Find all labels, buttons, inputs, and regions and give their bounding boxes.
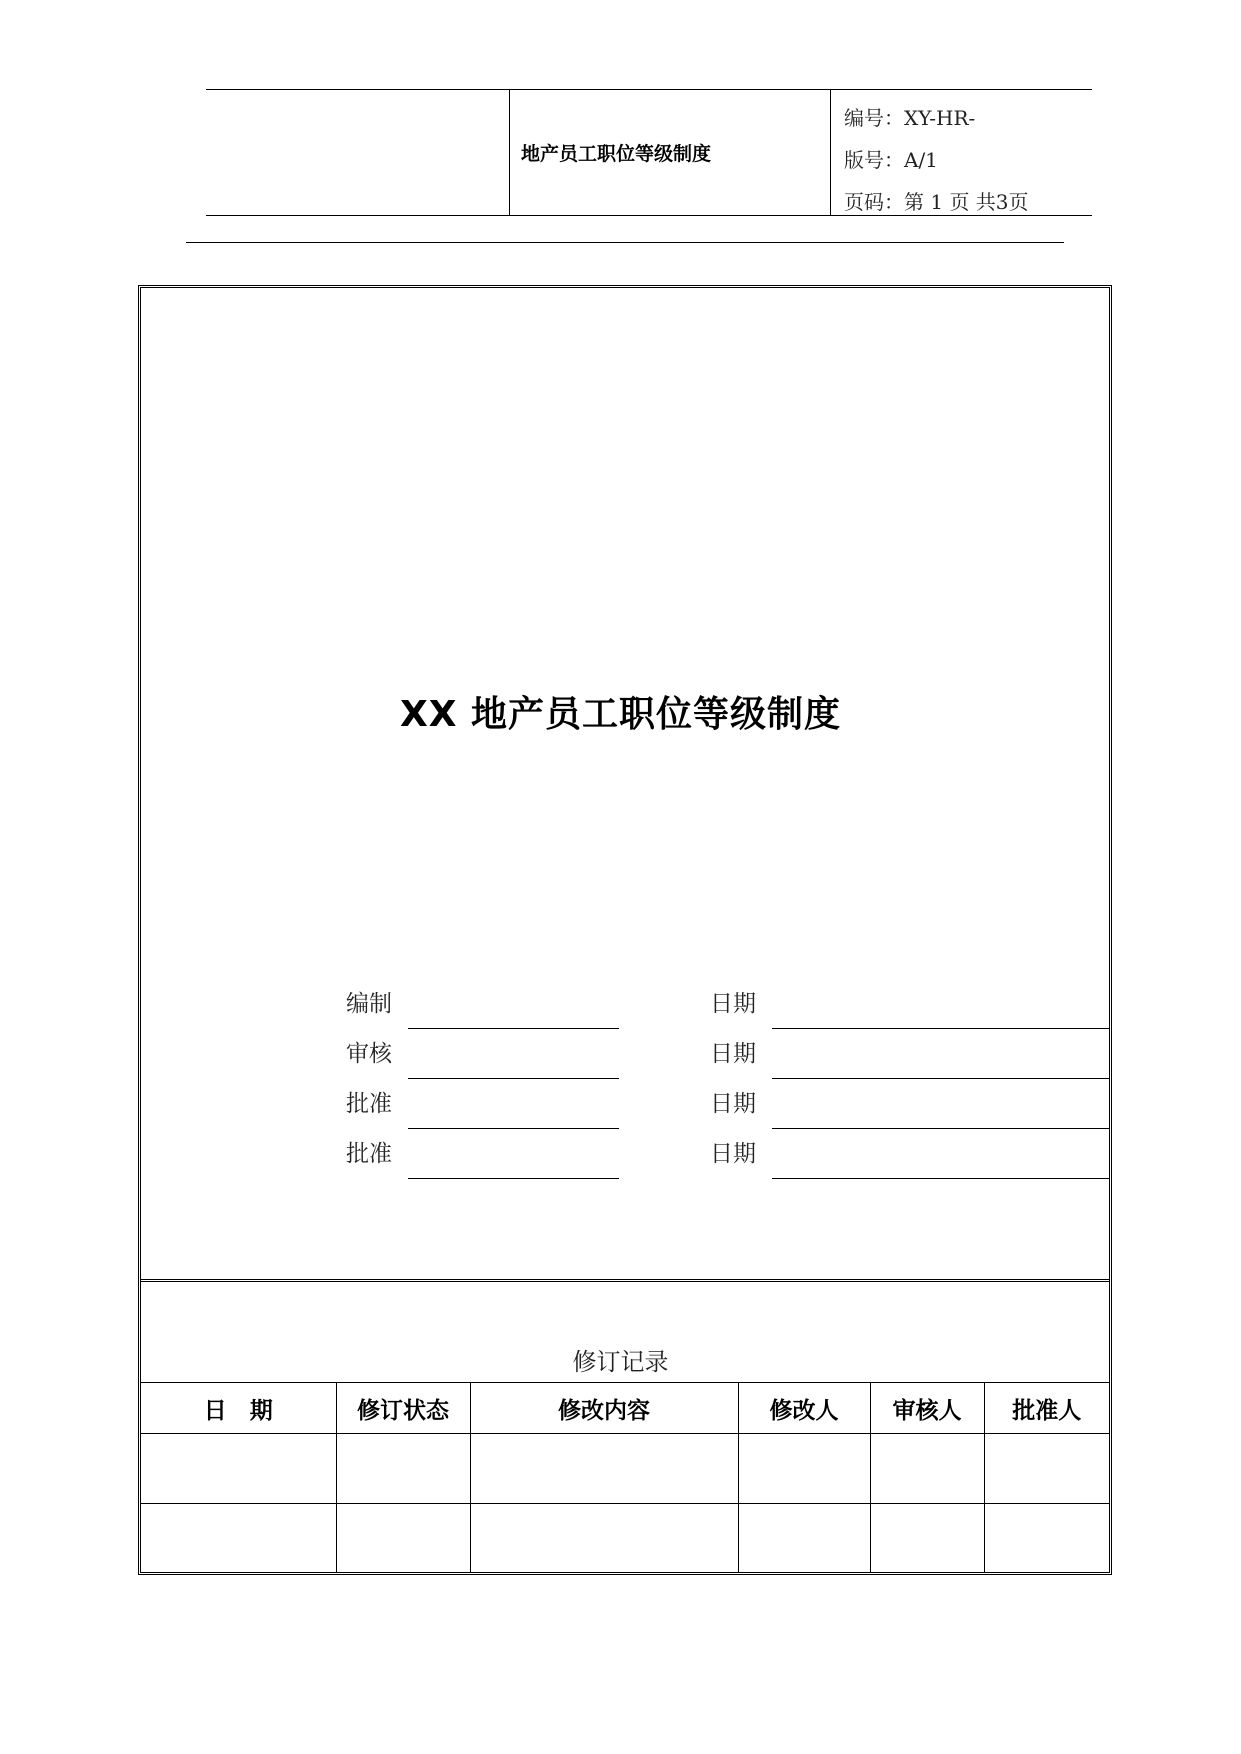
- table-cell[interactable]: [336, 1434, 470, 1504]
- header-divider: [509, 90, 510, 215]
- col-header-modifier: 修改人: [738, 1383, 870, 1434]
- col-header-reviewer: 审核人: [870, 1383, 984, 1434]
- sig-line-compile[interactable]: [408, 1028, 619, 1029]
- sig-label-compile: 编制: [346, 991, 392, 1017]
- table-cell[interactable]: [738, 1434, 870, 1504]
- col-header-change-content: 修改内容: [470, 1383, 738, 1434]
- table-cell[interactable]: [141, 1504, 336, 1574]
- sig-label-date-4: 日期: [710, 1141, 756, 1167]
- sig-label-approve-1: 批准: [346, 1091, 392, 1117]
- header-divider: [830, 90, 831, 215]
- table-row: [141, 1434, 1109, 1504]
- header-doc-title: 地产员工职位等级制度: [521, 143, 712, 165]
- sig-label-date-2: 日期: [710, 1041, 756, 1067]
- col-header-revision-status: 修订状态: [336, 1383, 470, 1434]
- header-page-number: 页码：第 1 页 共3页: [844, 190, 1029, 214]
- sig-label-date-3: 日期: [710, 1091, 756, 1117]
- table-cell[interactable]: [141, 1434, 336, 1504]
- col-header-approver: 批准人: [984, 1383, 1109, 1434]
- table-cell[interactable]: [470, 1504, 738, 1574]
- sig-label-date-1: 日期: [710, 991, 756, 1017]
- sig-line-approve-1[interactable]: [408, 1128, 619, 1129]
- table-cell[interactable]: [470, 1434, 738, 1504]
- main-title: XX 地产员工职位等级制度: [399, 694, 842, 735]
- sig-line-date-4[interactable]: [772, 1178, 1109, 1179]
- sig-line-date-1[interactable]: [772, 1028, 1109, 1029]
- sig-line-date-2[interactable]: [772, 1078, 1109, 1079]
- revision-divider: [141, 1279, 1109, 1282]
- header-separator: [186, 242, 1064, 243]
- table-cell[interactable]: [336, 1504, 470, 1574]
- sig-line-approve-2[interactable]: [408, 1178, 619, 1179]
- revision-title: 修订记录: [572, 1348, 669, 1376]
- revision-table: [141, 1382, 1109, 1573]
- sig-label-approve-2: 批准: [346, 1141, 392, 1167]
- sig-line-date-3[interactable]: [772, 1128, 1109, 1129]
- table-cell[interactable]: [870, 1434, 984, 1504]
- col-header-date: 日 期: [141, 1383, 336, 1434]
- table-cell[interactable]: [738, 1504, 870, 1574]
- revision-header-row: [141, 1383, 1109, 1434]
- sig-label-review: 审核: [346, 1041, 392, 1067]
- header-version: 版号：A/1: [844, 148, 938, 172]
- table-row: [141, 1504, 1109, 1574]
- sig-line-review[interactable]: [408, 1078, 619, 1079]
- table-cell[interactable]: [984, 1504, 1109, 1574]
- table-cell[interactable]: [984, 1434, 1109, 1504]
- table-cell[interactable]: [870, 1504, 984, 1574]
- document-header: [206, 89, 1092, 216]
- header-doc-code: 编号：XY-HR-: [844, 106, 976, 130]
